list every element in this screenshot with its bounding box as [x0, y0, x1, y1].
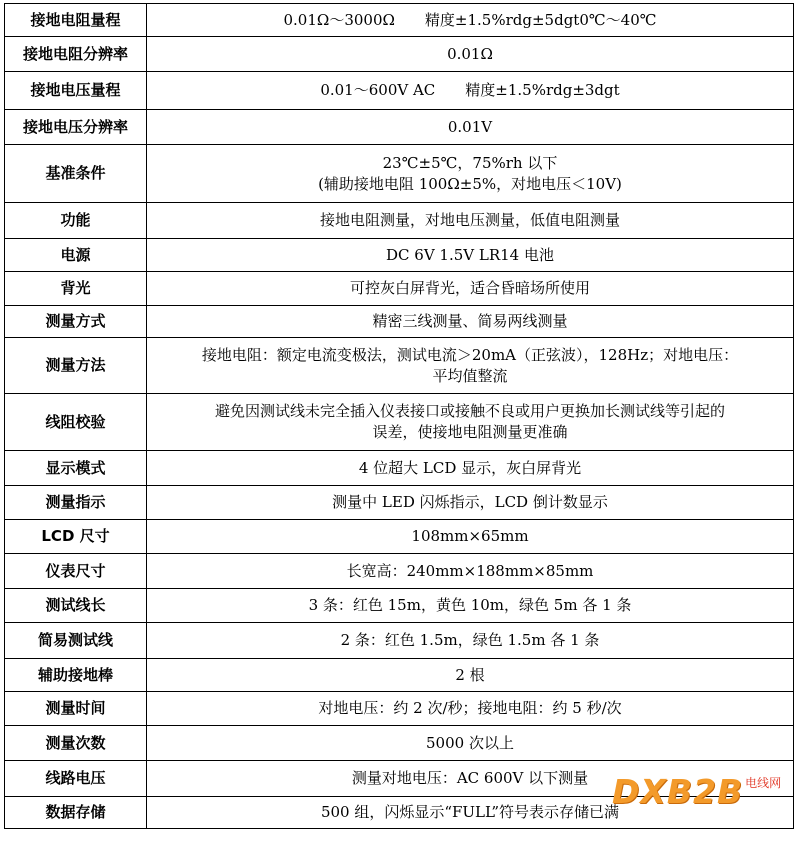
- spec-label: 测试线长: [5, 589, 147, 623]
- spec-row: [5, 451, 794, 486]
- watermark-subtitle: 电线网: [745, 776, 782, 790]
- spec-label: 基准条件: [5, 145, 147, 203]
- spec-value: 2 根: [147, 659, 794, 692]
- spec-row: [5, 72, 794, 110]
- spec-value: [147, 145, 794, 203]
- spec-label: 仪表尺寸: [5, 554, 147, 589]
- spec-label: 测量指示: [5, 486, 147, 520]
- spec-row: [5, 203, 794, 239]
- spec-label: 功能: [5, 203, 147, 239]
- watermark-logo-text: DXB2B: [612, 772, 744, 811]
- spec-label: 接地电阻量程: [5, 4, 147, 37]
- spec-value: [147, 338, 794, 394]
- spec-row: [5, 4, 794, 37]
- spec-value: 测量对地电压：AC 600V 以下测量: [147, 761, 794, 797]
- spec-value: 长宽高：240mm×188mm×85mm: [147, 554, 794, 589]
- spec-value: 接地电阻测量，对地电压测量，低值电阻测量: [147, 203, 794, 239]
- spec-label: 电源: [5, 239, 147, 272]
- spec-label: 线阻校验: [5, 394, 147, 451]
- spec-row: [5, 37, 794, 72]
- spec-label: 接地电压量程: [5, 72, 147, 110]
- spec-table: [4, 3, 794, 829]
- spec-value: 0.01Ω～3000Ω 精度±1.5%rdg±5dgt0℃～40℃: [147, 4, 794, 37]
- spec-value: 可控灰白屏背光，适合昏暗场所使用: [147, 272, 794, 306]
- spec-label: 测量次数: [5, 726, 147, 761]
- spec-label: 线路电压: [5, 761, 147, 797]
- spec-row: [5, 338, 794, 394]
- spec-label: LCD 尺寸: [5, 520, 147, 554]
- spec-row: [5, 486, 794, 520]
- spec-label: 接地电压分辨率: [5, 110, 147, 145]
- spec-value: 精密三线测量、简易两线测量: [147, 306, 794, 338]
- spec-row: [5, 623, 794, 659]
- spec-row: [5, 145, 794, 203]
- spec-label: 辅助接地棒: [5, 659, 147, 692]
- spec-value: 3 条：红色 15m，黄色 10m，绿色 5m 各 1 条: [147, 589, 794, 623]
- spec-value: 5000 次以上: [147, 726, 794, 761]
- spec-value: [147, 394, 794, 451]
- spec-value-line2: (辅助接地电阻 100Ω±5%，对地电压＜10V): [318, 174, 622, 193]
- spec-value-line2: 误差，使接地电阻测量更准确: [372, 423, 568, 441]
- spec-value-line1: 接地电阻：额定电流变极法，测试电流＞20mA（正弦波），128Hz；对地电压：: [201, 345, 739, 364]
- spec-row: [5, 520, 794, 554]
- spec-value: 对地电压：约 2 次/秒；接地电阻：约 5 秒/次: [147, 692, 794, 726]
- spec-value: 测量中 LED 闪烁指示，LCD 倒计数显示: [147, 486, 794, 520]
- spec-value: 2 条：红色 1.5m，绿色 1.5m 各 1 条: [147, 623, 794, 659]
- spec-label: 测量方法: [5, 338, 147, 394]
- spec-value: 108mm×65mm: [147, 520, 794, 554]
- spec-value-line1: 避免因测试线未完全插入仪表接口或接触不良或用户更换加长测试线等引起的: [214, 402, 725, 420]
- spec-value-line2: 平均值整流: [432, 366, 508, 385]
- spec-row: [5, 589, 794, 623]
- spec-value: DC 6V 1.5V LR14 电池: [147, 239, 794, 272]
- spec-row: [5, 659, 794, 692]
- spec-value: 0.01～600V AC 精度±1.5%rdg±3dgt: [147, 72, 794, 110]
- spec-label: 接地电阻分辨率: [5, 37, 147, 72]
- spec-value: 500 组，闪烁显示“FULL”符号表示存储已满: [147, 797, 794, 829]
- spec-value-line1: 23℃±5℃，75%rh 以下: [382, 153, 558, 172]
- spec-value: 0.01Ω: [147, 37, 794, 72]
- spec-row: [5, 272, 794, 306]
- spec-row: [5, 692, 794, 726]
- spec-row: [5, 239, 794, 272]
- spec-label: 简易测试线: [5, 623, 147, 659]
- spec-label: 测量时间: [5, 692, 147, 726]
- spec-row: [5, 554, 794, 589]
- spec-label: 测量方式: [5, 306, 147, 338]
- spec-row: [5, 726, 794, 761]
- spec-row: [5, 394, 794, 451]
- spec-value: 4 位超大 LCD 显示，灰白屏背光: [147, 451, 794, 486]
- spec-label: 背光: [5, 272, 147, 306]
- spec-row: [5, 110, 794, 145]
- spec-label: 显示模式: [5, 451, 147, 486]
- spec-label: 数据存储: [5, 797, 147, 829]
- spec-value: 0.01V: [147, 110, 794, 145]
- spec-row: [5, 306, 794, 338]
- watermark-logo: [612, 772, 781, 811]
